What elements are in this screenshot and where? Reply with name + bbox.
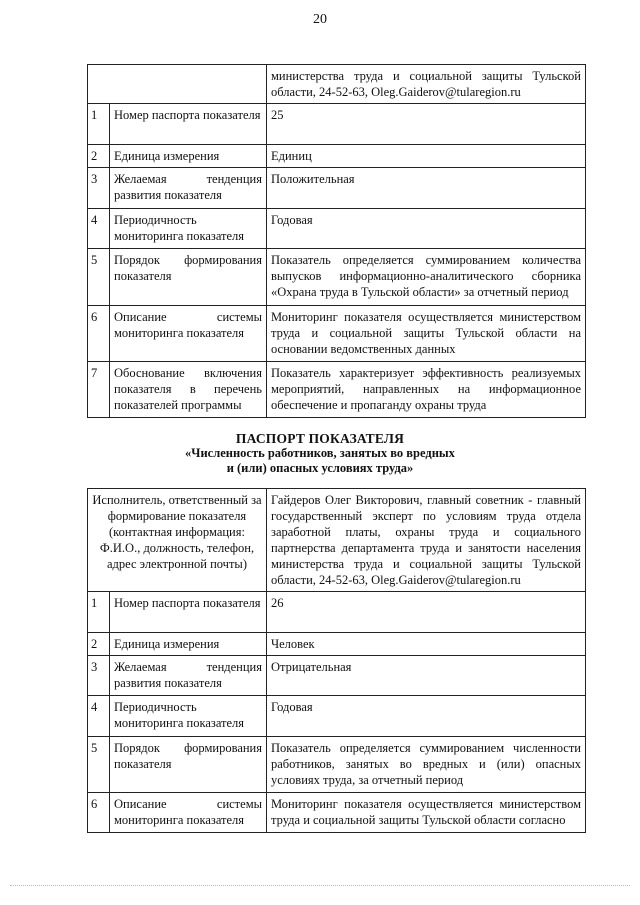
row-number: 2	[88, 145, 110, 168]
row-value: Человек	[267, 633, 586, 656]
row-value: Показатель определяется суммированием численности работников, занятых во вредных и (или) опасных условиях труда, за отчетный период	[267, 737, 586, 793]
row-label: Порядок формирования показателя	[110, 737, 267, 793]
table-row	[88, 168, 586, 209]
row-value: Показатель определяется суммированием количества выпусков информационно-аналитического сборника «Охрана труда в Тульской области» за отчетный период	[267, 249, 586, 306]
table-row	[88, 656, 586, 696]
row-label: Периодичность мониторинга показателя	[110, 209, 267, 249]
row-value: Отрицательная	[267, 656, 586, 696]
row-label: Обоснование включения показателя в перечень показателей программы	[110, 362, 267, 418]
row-label: Номер паспорта показателя	[110, 592, 267, 633]
row-number: 6	[88, 306, 110, 362]
row-label: Описание системы мониторинга показателя	[110, 306, 267, 362]
row-value: Положительная	[267, 168, 586, 209]
indicator-passport-table-25	[87, 64, 586, 418]
page-number: 20	[313, 12, 327, 27]
table-row	[88, 209, 586, 249]
row-number: 2	[88, 633, 110, 656]
row-value: Мониторинг показателя осуществляется министерством труда и социальной защиты Тульской области согласно	[267, 793, 586, 833]
table-row	[88, 633, 586, 656]
row-value: Единиц	[267, 145, 586, 168]
row-number: 5	[88, 249, 110, 306]
row-value: 26	[267, 592, 586, 633]
row-value: Годовая	[267, 696, 586, 737]
indicator-passport-table-26	[87, 488, 586, 833]
scan-artifact-divider	[10, 885, 630, 886]
table-row	[88, 696, 586, 737]
row-number: 7	[88, 362, 110, 418]
table-row	[88, 145, 586, 168]
table-row	[88, 592, 586, 633]
row-label: Единица измерения	[110, 633, 267, 656]
executor-label: Исполнитель, ответственный за формирование показателя (контактная информация: Ф.И.О., должность, телефон, адрес электронной почты)	[88, 489, 267, 592]
table-row	[88, 104, 586, 145]
table-row	[88, 306, 586, 362]
row-label: Номер паспорта показателя	[110, 104, 267, 145]
row-number: 4	[88, 209, 110, 249]
row-number: 1	[88, 104, 110, 145]
table-row-continuation	[88, 65, 586, 104]
row-number: 1	[88, 592, 110, 633]
row-number: 3	[88, 168, 110, 209]
row-label: Единица измерения	[110, 145, 267, 168]
row-number: 3	[88, 656, 110, 696]
table-row	[88, 362, 586, 418]
row-value: Мониторинг показателя осуществляется министерством труда и социальной защиты Тульской области на основании ведомственных данных	[267, 306, 586, 362]
row-label: Описание системы мониторинга показателя	[110, 793, 267, 833]
row-value: 25	[267, 104, 586, 145]
executor-value: Гайдеров Олег Викторович, главный советник - главный государственный эксперт по условиям труда отдела заработной платы, охраны труда и социального партнерства департамента труда и занятости населения министерства труда и социальной защиты Тульской области, 24-52-63, Oleg.Gaiderov@tularegion.ru	[267, 489, 586, 592]
table-row	[88, 737, 586, 793]
row-number: 6	[88, 793, 110, 833]
row-label: Порядок формирования показателя	[110, 249, 267, 306]
section-title: ПАСПОРТ ПОКАЗАТЕЛЯ	[235, 431, 405, 446]
row-label: Желаемая тенденция развития показателя	[110, 656, 267, 696]
empty-cell	[88, 65, 267, 104]
row-label: Периодичность мониторинга показателя	[110, 696, 267, 737]
section-subtitle-line-2: и (или) опасных условиях труда»	[226, 461, 414, 475]
table-row-executor	[88, 489, 586, 592]
row-number: 5	[88, 737, 110, 793]
row-value: Годовая	[267, 209, 586, 249]
row-label: Желаемая тенденция развития показателя	[110, 168, 267, 209]
section-subtitle-line-1: «Численность работников, занятых во вредных	[185, 446, 455, 460]
table-row	[88, 249, 586, 306]
row-value: Показатель характеризует эффективность реализуемых мероприятий, направленных на информационное обеспечение и пропаганду охраны труда	[267, 362, 586, 418]
executor-contact-continuation: министерства труда и социальной защиты Тульской области, 24-52-63, Oleg.Gaiderov@tularegion.ru	[267, 65, 586, 104]
row-number: 4	[88, 696, 110, 737]
table-row	[88, 793, 586, 833]
